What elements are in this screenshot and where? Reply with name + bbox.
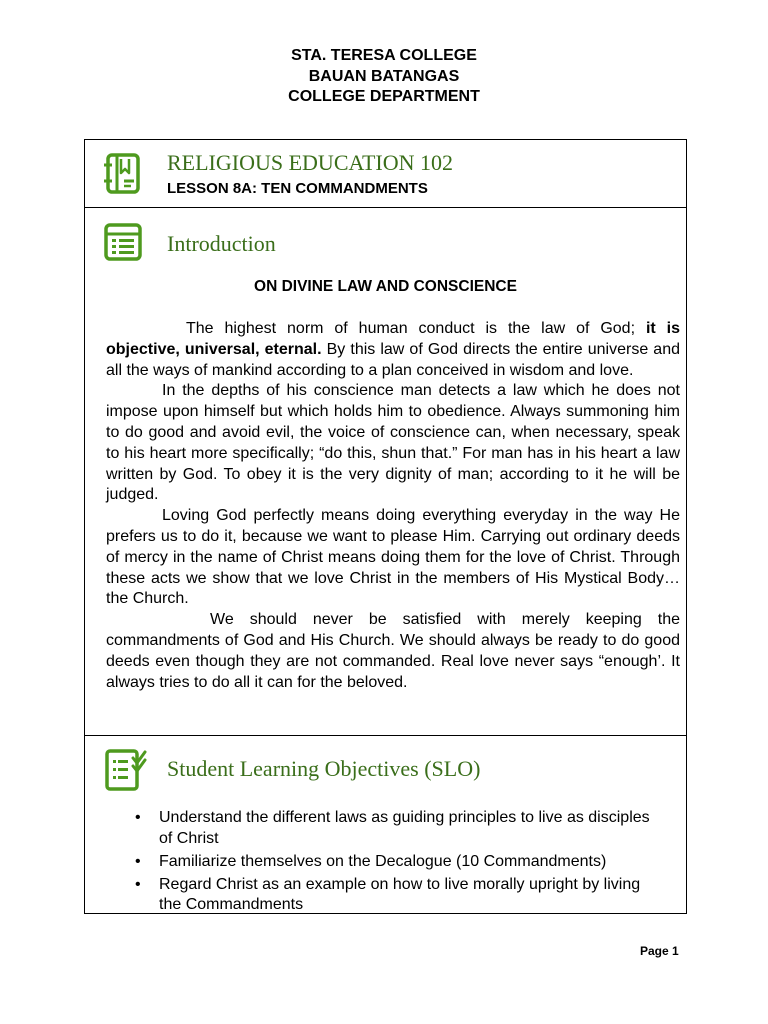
course-title: RELIGIOUS EDUCATION 102 (167, 150, 453, 175)
paragraph-1 (106, 319, 680, 381)
paragraph-4: We should never be satisfied with merely keeping the commandments of God and His Church. We should always be ready to do good deeds even though they are not commanded. Real love never says “enough’. It always tries to do all it can for the beloved. (106, 611, 680, 691)
book-icon (104, 153, 142, 195)
slo-item-1: • Understand the different laws as guiding principles to live as disciples of Christ (105, 808, 665, 849)
slo-title: Student Learning Objectives (SLO) (167, 756, 481, 781)
introduction-body (106, 319, 680, 693)
introduction-title: Introduction (167, 231, 276, 256)
list-document-icon (104, 223, 142, 261)
paragraph-1-emphasis: it is objective, universal, eternal. (106, 320, 681, 358)
paragraph-2: In the depths of his conscience man detects a law which he does not impose upon himself but which holds him to obedience. Always summoning him to do good and avoid evil, the voice of conscience can, when necessary, speak to his heart more specifically; “do this, shun that.” For man has in his heart a law written by God. To obey it is the very dignity of man; according to it he will be judged. (106, 382, 680, 504)
school-header (0, 46, 768, 108)
slo-list (105, 808, 665, 918)
school-location: BAUAN BATANGAS (308, 67, 460, 85)
checklist-icon (104, 748, 148, 792)
slo-section (84, 735, 687, 914)
paragraph-3: Loving God perfectly means doing everything everyday in the way He prefers us to do it, because we want to please Him. Carrying out ordinary deeds of mercy in the name of Christ means doing them for the love of Christ. Through these acts we show that we love Christ in the members of His Mystical Body… the Church. (106, 507, 680, 608)
slo-item-2: • Familiarize themselves on the Decalogue (10 Commandments) (105, 852, 665, 873)
department-name: COLLEGE DEPARTMENT (288, 88, 480, 105)
school-name: STA. TERESA COLLEGE (291, 47, 477, 64)
course-header-box (84, 139, 687, 208)
introduction-heading: ON DIVINE LAW AND CONSCIENCE (254, 278, 517, 295)
lesson-title: LESSON 8A: TEN COMMANDMENTS (167, 180, 428, 197)
paragraph-1-end: By this law of God directs the entire universe and all the ways of mankind according to a plan conceived in wisdom and love. (106, 340, 680, 379)
slo-item-3: • Regard Christ as an example on how to live morally upright by living the Commandments (105, 875, 665, 916)
paragraph-1-start: The highest norm of human conduct is the law of God; (186, 320, 646, 337)
introduction-section (84, 207, 687, 736)
page-number: Page 1 (640, 944, 679, 958)
